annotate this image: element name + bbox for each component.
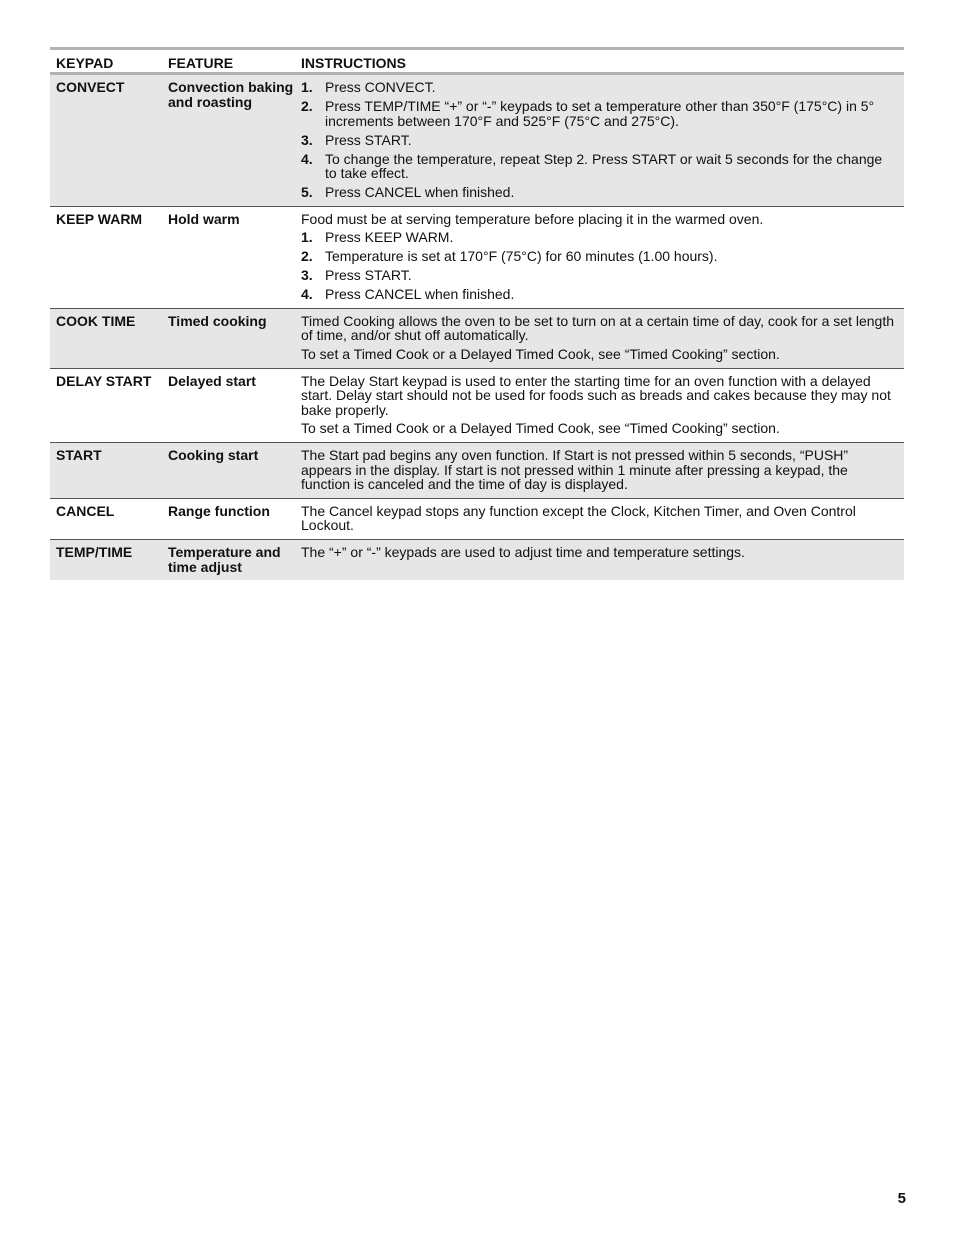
instruction-paragraph: The “+” or “-” keypads are used to adjust time and temperature settings. xyxy=(301,543,745,560)
step-text: Press TEMP/TIME “+” or “-” keypads to set a temperature other than 350°F (175°C) in 5° increments between 170°F and 525°F (75°C and 275°C). xyxy=(325,97,875,129)
step-text: Press CONVECT. xyxy=(325,79,436,95)
page-number: 5 xyxy=(897,1190,906,1207)
table-row xyxy=(50,443,904,499)
table-row xyxy=(50,75,904,207)
step-number: 1. xyxy=(301,79,313,95)
instructions-cell xyxy=(301,314,904,362)
step-text: Press KEEP WARM. xyxy=(325,229,454,246)
instructions-cell xyxy=(301,504,904,533)
step-text: Press CANCEL when finished. xyxy=(325,286,515,303)
keypad-cell: DELAY START xyxy=(56,372,152,389)
table-row xyxy=(50,499,904,540)
keypad-cell: TEMP/TIME xyxy=(56,543,133,560)
feature-cell: Timed cooking xyxy=(168,312,267,329)
step-number: 2. xyxy=(301,97,313,114)
step-text: Temperature is set at 170°F (75°C) for 60 minutes (1.00 hours). xyxy=(325,248,718,265)
step-item xyxy=(301,152,896,181)
step-number: 5. xyxy=(301,184,313,201)
instructions-cell xyxy=(301,212,904,302)
keypad-cell: COOK TIME xyxy=(56,312,136,329)
instruction-paragraph: To set a Timed Cook or a Delayed Timed Cook, see “Timed Cooking” section. xyxy=(301,346,780,363)
instruction-paragraph: The Cancel keypad stops any function except the Clock, Kitchen Timer, and Oven Control Lockout. xyxy=(301,502,856,534)
instruction-paragraph: Timed Cooking allows the oven to be set to turn on at a certain time of day, cook for a set length of time, and/or shut off automatically. xyxy=(301,312,894,344)
feature-cell: Range function xyxy=(168,502,270,519)
table-row xyxy=(50,309,904,369)
instructions-cell xyxy=(301,374,904,436)
header-keypad: KEYPAD xyxy=(56,55,114,71)
table-body xyxy=(50,75,904,580)
step-number: 1. xyxy=(301,229,313,246)
step-item xyxy=(301,133,896,148)
step-number: 3. xyxy=(301,131,313,148)
keypad-cell: START xyxy=(56,447,102,464)
keypad-cell: CONVECT xyxy=(56,79,125,95)
step-item xyxy=(301,249,896,264)
feature-cell: Delayed start xyxy=(168,372,256,389)
instructions-cell xyxy=(301,448,904,492)
step-text: Press START. xyxy=(325,131,412,148)
keypad-cell: KEEP WARM xyxy=(56,210,143,227)
header-instructions: INSTRUCTIONS xyxy=(301,55,406,71)
keypad-table xyxy=(50,47,904,580)
step-text: To change the temperature, repeat Step 2. Press START or wait 5 seconds for the change to take effect. xyxy=(325,150,883,182)
step-number: 3. xyxy=(301,267,313,284)
step-item xyxy=(301,287,896,302)
instruction-paragraph: The Start pad begins any oven function. If Start is not pressed within 5 seconds, “PUSH” appears in the display. If start is not pressed within 1 minute after pressing a keypad, the function is canceled and the time of day is displayed. xyxy=(301,447,849,493)
instructions-cell xyxy=(301,545,904,574)
step-item xyxy=(301,185,896,200)
step-number: 4. xyxy=(301,286,313,303)
table-header xyxy=(50,50,904,75)
feature-cell: Temperature and time adjust xyxy=(168,543,281,575)
instruction-paragraph: The Delay Start keypad is used to enter the starting time for an oven function with a delayed start. Delay start should not be used for foods such as breads and cakes because they may not bake properly. xyxy=(301,372,891,418)
step-list xyxy=(301,80,896,200)
step-item xyxy=(301,80,896,95)
step-number: 2. xyxy=(301,248,313,265)
step-item xyxy=(301,230,896,245)
instructions-cell xyxy=(301,80,904,200)
feature-cell: Hold warm xyxy=(168,210,240,227)
step-number: 4. xyxy=(301,150,313,167)
step-item xyxy=(301,99,896,128)
step-item xyxy=(301,268,896,283)
table-row xyxy=(50,369,904,443)
table-row xyxy=(50,207,904,309)
table-row xyxy=(50,540,904,580)
step-list xyxy=(301,230,896,302)
step-text: Press START. xyxy=(325,267,412,284)
instruction-paragraph: Food must be at serving temperature before placing it in the warmed oven. xyxy=(301,210,764,227)
feature-cell: Convection baking and roasting xyxy=(168,79,294,110)
feature-cell: Cooking start xyxy=(168,447,259,464)
keypad-cell: CANCEL xyxy=(56,502,115,519)
step-text: Press CANCEL when finished. xyxy=(325,184,515,201)
header-feature: FEATURE xyxy=(168,55,234,71)
instruction-paragraph: To set a Timed Cook or a Delayed Timed Cook, see “Timed Cooking” section. xyxy=(301,420,780,437)
